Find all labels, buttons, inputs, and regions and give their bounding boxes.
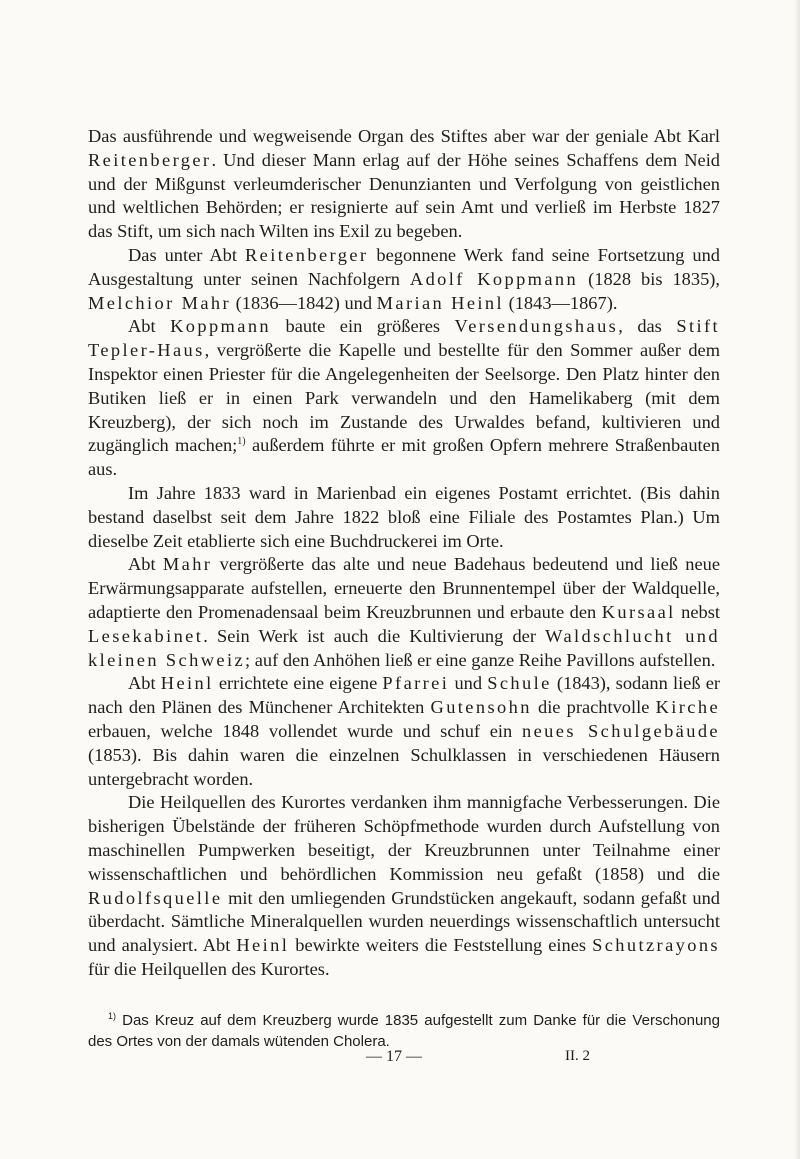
footnote-reference: 1) (237, 436, 246, 448)
signature-mark: II. 2 (565, 1048, 590, 1064)
page-edge-shadow (794, 0, 800, 1159)
paragraph-4: Im Jahre 1833 ward in Marienbad ein eigenes Postamt errichtet. (Bis dahin bestand daselbst seit dem Jahre 1822 bloß eine Filiale des Postamtes Plan.) Um dieselbe Zeit etablierte sich eine Buchdruckerei im Orte. (88, 482, 720, 551)
footnote-mark: 1) (108, 1011, 117, 1021)
main-text (88, 125, 720, 982)
footnote (88, 1006, 720, 1052)
name-reitenberger: Reitenberger (88, 149, 212, 170)
paragraph-6: Abt Heinl errichtete eine eigene Pfarrei und Schule (1843), sodann ließ er nach den Plänen des Münchener Architekten Gutensohn die prachtvolle Kirche erbauen, welche 1848 vollendet wurde und schuf ein neues Schulgebäude (1853). Bis dahin waren die einzelnen Schulklassen in verschiedenen Häusern untergebracht worden. (88, 673, 721, 789)
paragraph-7: Die Heilquellen des Kurortes verdanken ihm mannigfache Verbesserungen. Die bisherigen Übelstände der früheren Schöpfmethode wurden durch Aufstellung von maschinellen Pumpwerken beseitigt, der Kreuzbrunnen unter Teilnahme einer wissenschaftlichen und behördlichen Kommission neu gefaßt (1858) und die Rudolfsquelle mit den umliegenden Grundstücken angekauft, sodann gefaßt und überdacht. Sämtliche Mineralquellen wurden neuerdings wissenschaftlich untersucht und analysiert. Abt Heinl bewirkte weiters die Feststellung eines Schutzrayons für die Heilquellen des Kurortes. (88, 792, 720, 979)
paragraph-1: Das ausführende und wegweisende Organ des Stiftes aber war der geniale Abt Karl Reitenberger. Und dieser Mann erlag auf der Höhe seines Schaffens dem Neid und der Mißgunst verleumderischer Denunzianten und Verfolgung von geistlichen und weltlichen Behörden; er resignierte auf sein Amt und verließ im Herbste 1827 das Stift, um sich nach Wilten ins Exil zu begeben. (88, 126, 720, 242)
paragraph-5: Abt Mahr vergrößerte das alte und neue Badehaus bedeutend und ließ neue Erwärmungsapparate aufstellen, erneuerte den Brunnentempel über der Waldquelle, adaptierte den Promenadensaal beim Kreuzbrunnen und erbaute den Kursaal nebst Lesekabinet. Sein Werk ist auch die Kultivierung der Waldschlucht und kleinen Schweiz; auf den Anhöhen ließ er eine ganze Reihe Pavillons aufstellen. (88, 554, 720, 670)
paragraph-3: Abt Koppmann baute ein größeres Versendungshaus, das Stift Tepler-Haus, vergrößerte die Kapelle und bestellte für den Sommer außer dem Inspektor einen Priester für die Angelegenheiten der Seelsorge. Den Platz hinter den Butiken ließ er in einen Park verwandeln und den Hamelikaberg (mit dem Kreuzberg), der sich noch im Zustande des Urwaldes befand, kultivieren und zugänglich machen;$^{1)}$ außerdem führte er mit großen Opfern mehrere Straßenbauten aus. (88, 316, 721, 480)
page-number: — 17 — (366, 1048, 422, 1065)
footnote-text: Das Kreuz auf dem Kreuzberg wurde 1835 aufgestellt zum Danke für die Verschonung des Ortes von der damals wütenden Cholera. (88, 1012, 720, 1050)
paragraph-2: Das unter Abt Reitenberger begonnene Werk fand seine Fortsetzung und Ausgestaltung unter seinen Nachfolgern Adolf Koppmann (1828 bis 1835), Melchior Mahr (1836—1842) und Marian Heinl (1843—1867). (88, 244, 720, 313)
